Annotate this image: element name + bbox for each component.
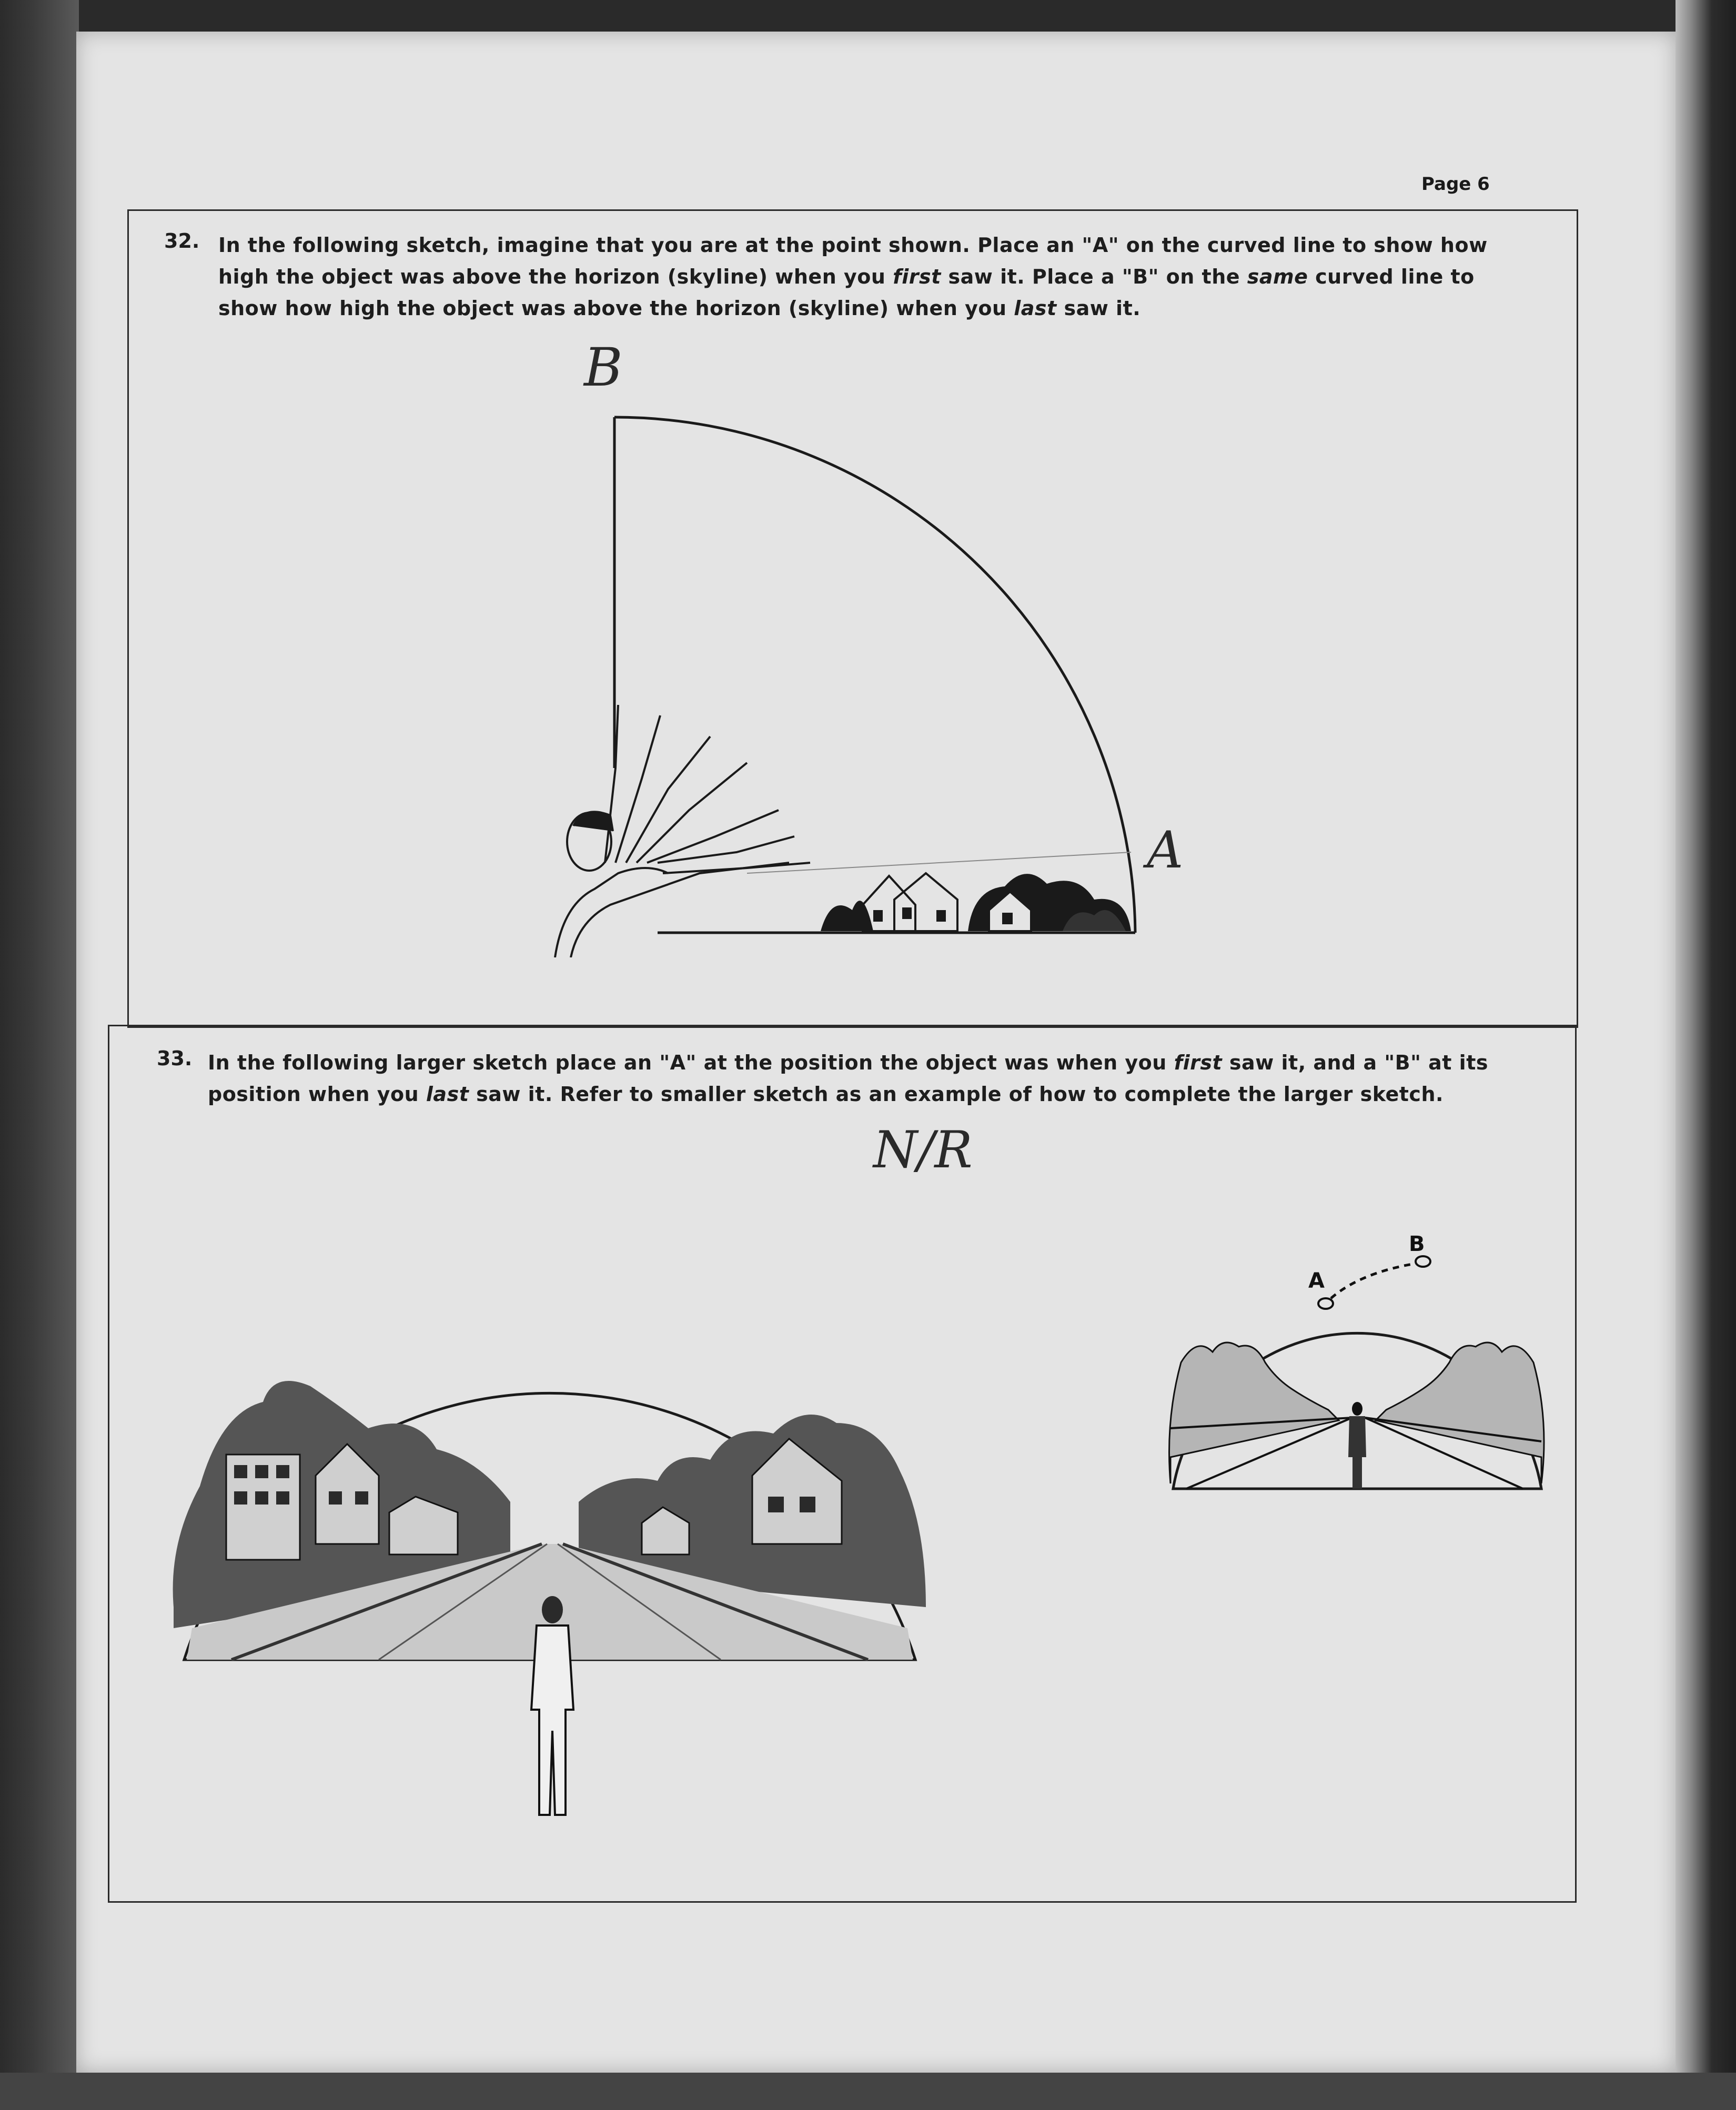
example-dashed-path	[1331, 1264, 1415, 1298]
question-33-number: 33.	[157, 1047, 193, 1070]
page-number: Page 6	[1421, 174, 1490, 195]
example-object-b	[1416, 1256, 1430, 1267]
man-head	[542, 1596, 563, 1623]
example-object-a	[1318, 1298, 1333, 1309]
question-32-line-2	[218, 261, 1544, 292]
q32-line2-emphasis-same: same	[1247, 265, 1308, 288]
q32-line3-part-b: saw it.	[1056, 297, 1141, 320]
q32-line3-emphasis-last: last	[1014, 297, 1057, 320]
question-33-line-2	[208, 1078, 1555, 1110]
q33-line1-emphasis-first: first	[1174, 1051, 1223, 1074]
scan-border-right	[1676, 0, 1736, 2110]
q32-line3-part-a: show how high the object was above the horizon (skyline) when you	[218, 297, 1014, 320]
question-33-line-1	[208, 1047, 1555, 1078]
q33-line2-part-b: saw it. Refer to smaller sketch as an example of how to complete the larger sketch.	[469, 1083, 1444, 1106]
q32-line2-emphasis-first: first	[893, 265, 941, 288]
quarter-arc	[614, 417, 1135, 933]
large-sketch-man	[513, 1594, 592, 1820]
handwritten-nr-note: N/R	[873, 1120, 973, 1179]
question-32-line-3	[218, 292, 1544, 324]
q33-line1-part-b: saw it, and a "B" at its	[1222, 1051, 1488, 1074]
example-label-a: A	[1308, 1269, 1325, 1293]
example-small-sketch	[1149, 1220, 1549, 1494]
scan-border-left	[0, 0, 79, 2110]
q33-line2-part-a: position when you	[208, 1083, 426, 1106]
man-pointing-figure	[555, 705, 810, 957]
q33-line1-part-a: In the following larger sketch place an "A" at the position the object was when you	[208, 1051, 1174, 1074]
example-man-head	[1352, 1402, 1362, 1416]
quarter-circle-sketch	[526, 400, 1210, 957]
example-label-b: B	[1409, 1232, 1425, 1256]
question-33-text	[208, 1047, 1555, 1110]
handwritten-a-mark: A	[1147, 821, 1184, 880]
q33-line2-emphasis-last: last	[426, 1083, 469, 1106]
question-32-text	[218, 229, 1544, 324]
q32-line2-part-a: high the object was above the horizon (skyline) when you	[218, 265, 893, 288]
scan-border-bottom	[0, 2073, 1736, 2110]
skyline-houses-trees	[821, 873, 1131, 931]
question-32-number: 32.	[164, 229, 200, 253]
q32-line2-part-c: curved line to	[1308, 265, 1475, 288]
question-32-line-1: In the following sketch, imagine that you are at the point shown. Place an "A" on the curved line to show how	[218, 234, 1488, 257]
q32-line2-part-b: saw it. Place a "B" on the	[941, 265, 1247, 288]
handwritten-b-mark: B	[584, 337, 623, 398]
man-torso	[531, 1626, 573, 1815]
